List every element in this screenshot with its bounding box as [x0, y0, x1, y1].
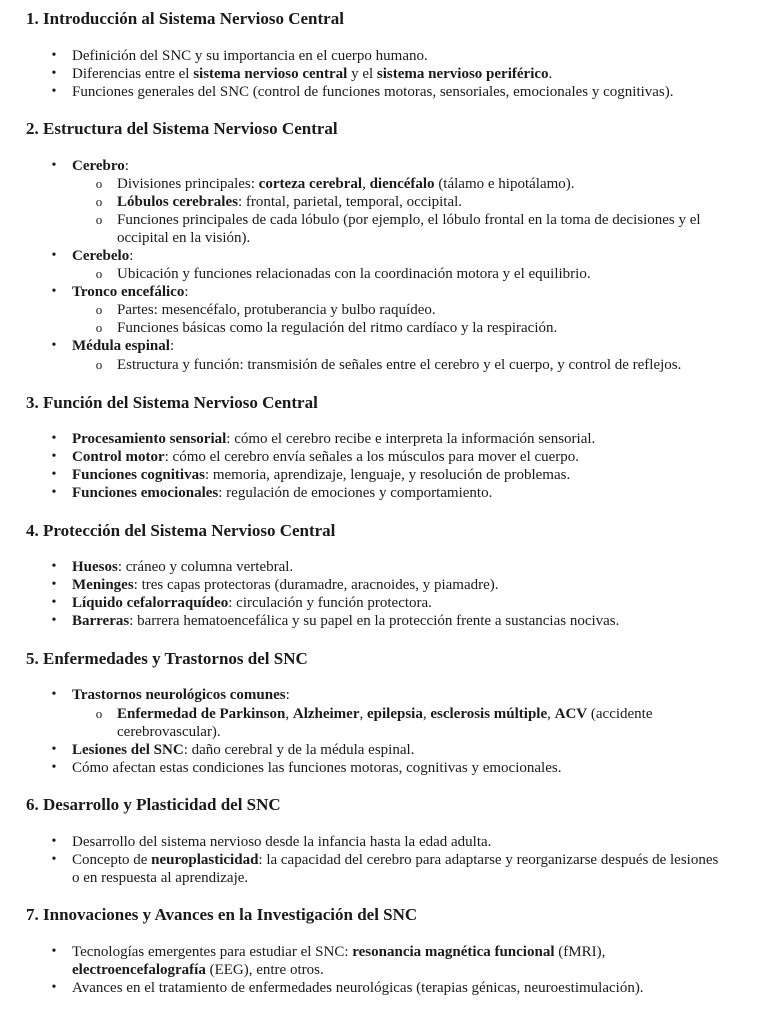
list-item: Tronco encefálico:	[72, 284, 189, 300]
list-item: Definición del SNC y su importancia en el cuerpo humano.	[72, 48, 428, 64]
bullet: •	[51, 84, 57, 99]
sub-bullet: o	[95, 194, 103, 209]
bullet: •	[51, 48, 57, 63]
list-item: Huesos: cráneo y columna vertebral.	[72, 559, 294, 575]
sub-bullet: o	[95, 266, 103, 281]
list-item: Desarrollo del sistema nervioso desde la infancia hasta la edad adulta.	[72, 834, 492, 850]
list-item: Funciones emocionales: regulación de emociones y comportamiento.	[72, 485, 493, 501]
sub-list-item: Funciones principales de cada lóbulo (por ejemplo, el lóbulo frontal en la toma de decisiones y el	[117, 212, 701, 228]
bullet: •	[51, 338, 57, 353]
section-7-heading: 7. Innovaciones y Avances en la Investigación del SNC	[26, 905, 418, 924]
sub-list-item-continuation: occipital en la visión).	[117, 230, 251, 246]
list-item: Tecnologías emergentes para estudiar el SNC: resonancia magnética funcional (fMRI),	[72, 944, 606, 960]
bullet: •	[51, 852, 57, 867]
section-4-heading: 4. Protección del Sistema Nervioso Central	[26, 521, 336, 540]
section-6-heading: 6. Desarrollo y Plasticidad del SNC	[26, 795, 281, 814]
sub-bullet: o	[95, 357, 103, 372]
bullet: •	[51, 980, 57, 995]
list-item-continuation: o en respuesta al aprendizaje.	[72, 870, 249, 886]
sub-list-item: Estructura y función: transmisión de señales entre el cerebro y el cuerpo, y control de reflejos.	[117, 357, 682, 373]
list-item: Cerebelo:	[72, 248, 134, 264]
bullet: •	[51, 559, 57, 574]
bullet: •	[51, 742, 57, 757]
bullet: •	[51, 66, 57, 81]
list-item: Líquido cefalorraquídeo: circulación y función protectora.	[72, 595, 432, 611]
sub-bullet: o	[95, 176, 103, 191]
bullet: •	[51, 613, 57, 628]
sub-list-item: Divisiones principales: corteza cerebral, diencéfalo (tálamo e hipotálamo).	[117, 176, 575, 192]
list-item: Procesamiento sensorial: cómo el cerebro recibe e interpreta la información sensorial.	[72, 431, 596, 447]
list-item: Concepto de neuroplasticidad: la capacidad del cerebro para adaptarse y reorganizarse después de lesiones	[72, 852, 719, 868]
list-item: Médula espinal:	[72, 338, 175, 354]
sub-bullet: o	[95, 320, 103, 335]
list-item: Cómo afectan estas condiciones las funciones motoras, cognitivas y emocionales.	[72, 760, 562, 776]
sub-list-item: Enfermedad de Parkinson, Alzheimer, epilepsia, esclerosis múltiple, ACV (accidente	[117, 706, 653, 722]
bullet: •	[51, 834, 57, 849]
list-item: Cerebro:	[72, 158, 129, 174]
list-item-continuation: electroencefalografía (EEG), entre otros.	[72, 962, 324, 978]
list-item: Funciones cognitivas: memoria, aprendizaje, lenguaje, y resolución de problemas.	[72, 467, 571, 483]
bullet: •	[51, 595, 57, 610]
bullet: •	[51, 485, 57, 500]
list-item: Trastornos neurológicos comunes:	[72, 687, 290, 703]
list-item: Funciones generales del SNC (control de funciones motoras, sensoriales, emocionales y cognitivas).	[72, 84, 674, 100]
bullet: •	[51, 467, 57, 482]
bullet: •	[51, 431, 57, 446]
sub-list-item-continuation: cerebrovascular).	[117, 724, 221, 740]
sub-bullet: o	[95, 212, 103, 227]
bullet: •	[51, 944, 57, 959]
bullet: •	[51, 687, 57, 702]
list-item: Meninges: tres capas protectoras (duramadre, aracnoides, y piamadre).	[72, 577, 499, 593]
section-3-heading: 3. Función del Sistema Nervioso Central	[26, 393, 318, 412]
sub-bullet: o	[95, 706, 103, 721]
list-item: Barreras: barrera hematoencefálica y su papel en la protección frente a sustancias nocivas.	[72, 613, 620, 629]
bullet: •	[51, 577, 57, 592]
bullet: •	[51, 158, 57, 173]
bullet: •	[51, 449, 57, 464]
list-item: Diferencias entre el sistema nervioso central y el sistema nervioso periférico.	[72, 66, 553, 82]
sub-list-item: Ubicación y funciones relacionadas con la coordinación motora y el equilibrio.	[117, 266, 591, 282]
bullet: •	[51, 248, 57, 263]
list-item: Lesiones del SNC: daño cerebral y de la médula espinal.	[72, 742, 415, 758]
bullet: •	[51, 284, 57, 299]
sub-list-item: Lóbulos cerebrales: frontal, parietal, temporal, occipital.	[117, 194, 463, 210]
section-5-heading: 5. Enfermedades y Trastornos del SNC	[26, 649, 308, 668]
section-1-heading: 1. Introducción al Sistema Nervioso Central	[26, 9, 344, 28]
bullet: •	[51, 760, 57, 775]
sub-list-item: Partes: mesencéfalo, protuberancia y bulbo raquídeo.	[117, 302, 436, 318]
section-2-heading: 2. Estructura del Sistema Nervioso Central	[26, 119, 338, 138]
list-item: Avances en el tratamiento de enfermedades neurológicas (terapias génicas, neuroestimulación).	[72, 980, 644, 996]
sub-bullet: o	[95, 302, 103, 317]
sub-list-item: Funciones básicas como la regulación del ritmo cardíaco y la respiración.	[117, 320, 558, 336]
list-item: Control motor: cómo el cerebro envía señales a los músculos para mover el cuerpo.	[72, 449, 580, 465]
